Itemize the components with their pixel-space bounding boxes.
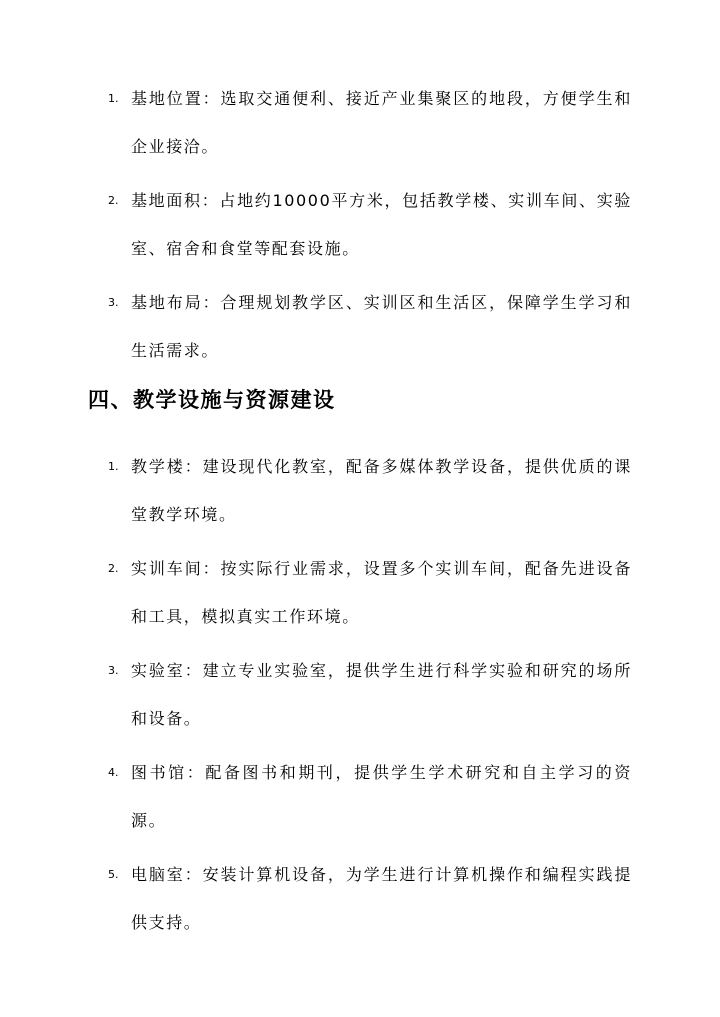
list-item-number: 2. <box>108 194 119 207</box>
list-item-text: 基地布局：合理规划教学区、实训区和生活区，保障学生学习和生活需求。 <box>131 293 632 360</box>
list-item <box>0 647 720 743</box>
list-item-text: 电脑室：安装计算机设备，为学生进行计算机操作和编程实践提供支持。 <box>131 865 632 932</box>
list-item-text: 图书馆：配备图书和期刊，提供学生学术研究和自主学习的资源。 <box>131 763 632 830</box>
list-item-number: 3. <box>108 296 119 309</box>
list-item-number: 1. <box>108 92 119 105</box>
list-item <box>0 545 720 641</box>
list-item <box>0 279 720 375</box>
list-item <box>0 749 720 845</box>
site-info-list <box>0 75 720 381</box>
list-item-text: 基地位置：选取交通便利、接近产业集聚区的地段，方便学生和企业接洽。 <box>131 89 632 156</box>
section-heading: 四、教学设施与资源建设 <box>88 388 336 412</box>
list-item-number: 3. <box>108 664 119 677</box>
list-item-text: 基地面积：占地约10000平方米，包括教学楼、实训车间、实验室、宿舍和食堂等配套设施。 <box>131 191 632 258</box>
list-item <box>0 851 720 947</box>
list-item-text: 实训车间：按实际行业需求，设置多个实训车间，配备先进设备和工具，模拟真实工作环境。 <box>131 559 632 626</box>
list-item-number: 4. <box>108 766 119 779</box>
list-item-number: 2. <box>108 562 119 575</box>
list-item-text: 教学楼：建设现代化教室，配备多媒体教学设备，提供优质的课堂教学环境。 <box>131 457 632 524</box>
list-item-number: 5. <box>108 868 119 881</box>
list-item <box>0 75 720 171</box>
list-item <box>0 443 720 539</box>
list-item <box>0 177 720 273</box>
facilities-list <box>0 443 720 953</box>
list-item-text: 实验室：建立专业实验室，提供学生进行科学实验和研究的场所和设备。 <box>131 661 632 728</box>
list-item-number: 1. <box>108 460 119 473</box>
